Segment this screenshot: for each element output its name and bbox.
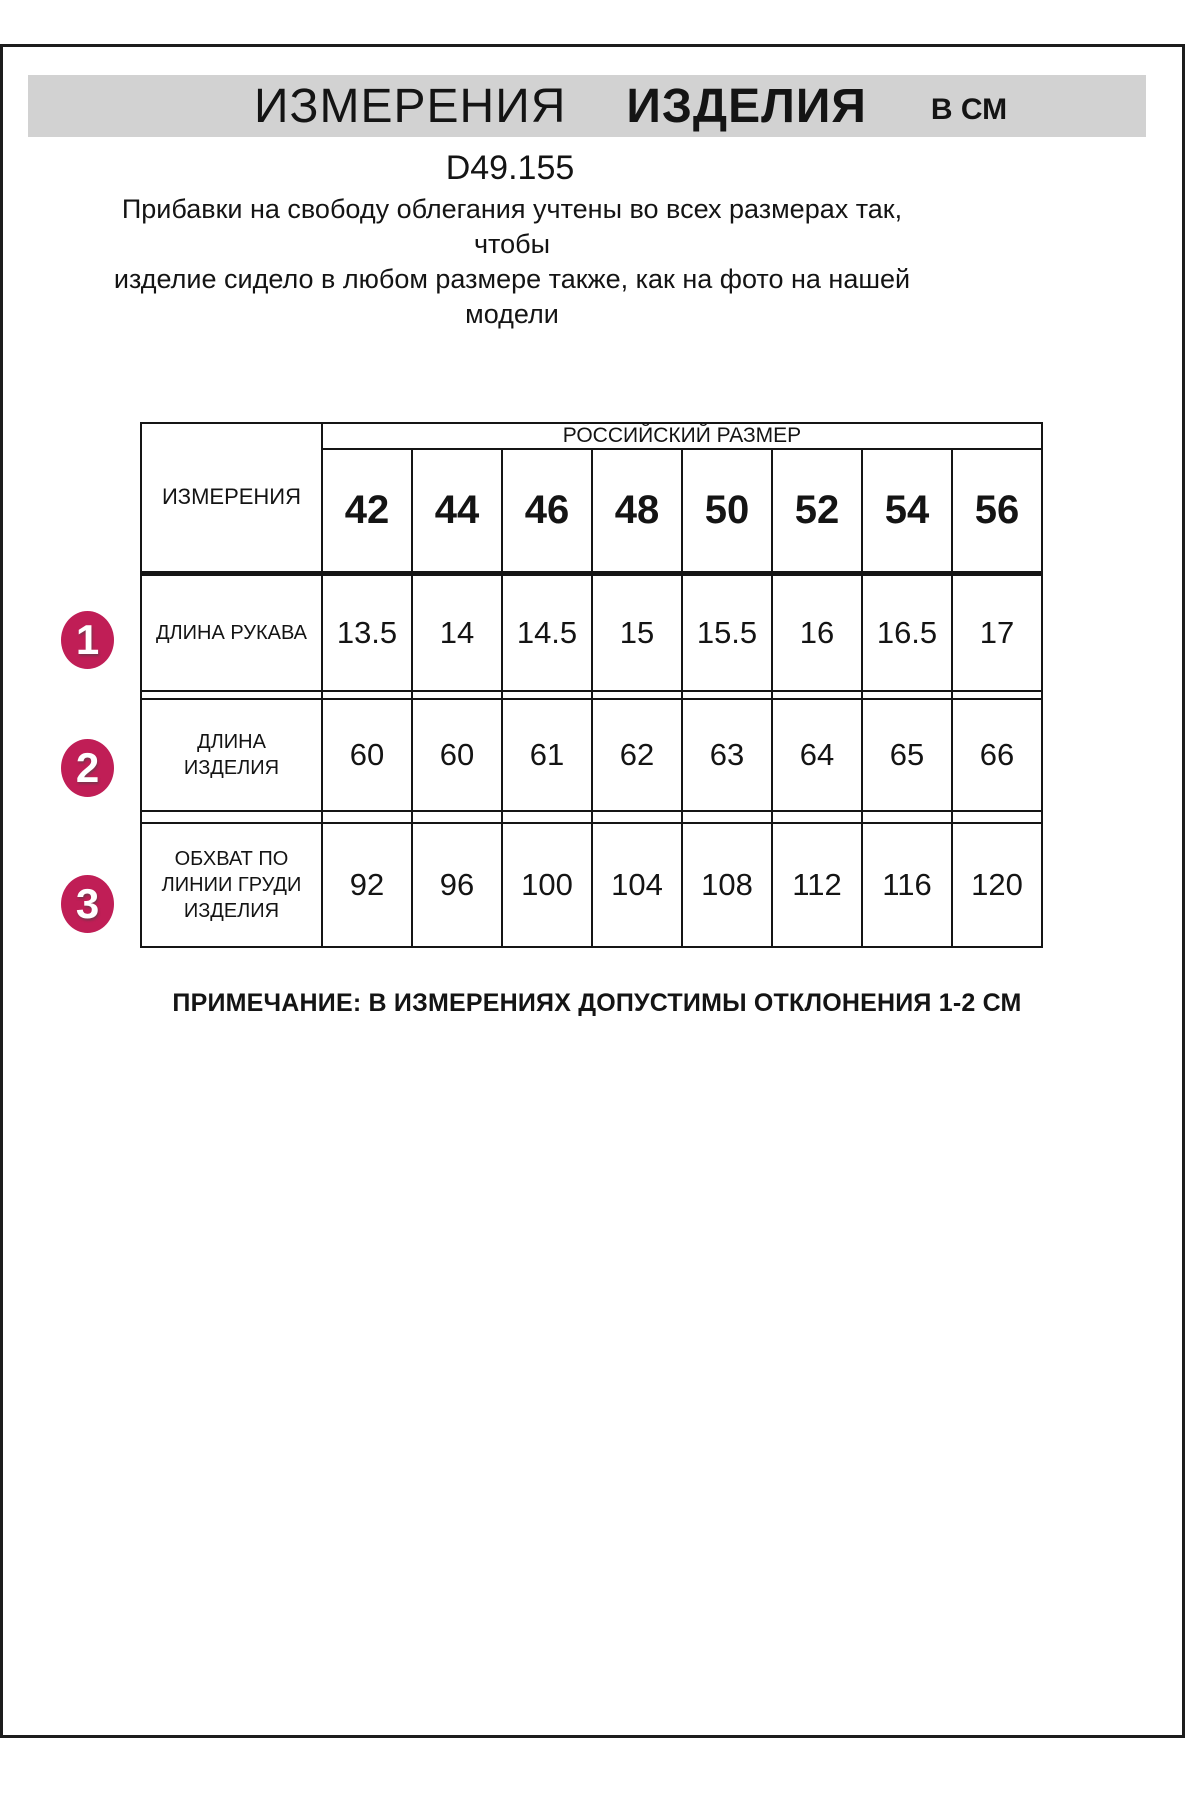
title-banner [28,75,1146,137]
size-column-header: 50 [682,449,772,573]
row-gap-cell [322,691,412,699]
table-cell: 14 [412,573,502,691]
row-gap-cell [772,691,862,699]
fit-description-line-1: Прибавки на свободу облегания учтены во всех размерах так, чтобы [121,194,903,259]
row-label: ДЛИНА РУКАВА [141,573,322,691]
row-label: ДЛИНА ИЗДЕЛИЯ [141,699,322,811]
size-column-header: 42 [322,449,412,573]
banner-title-measurements: ИЗМЕРЕНИЯ [254,79,567,133]
row-gap-cell [412,691,502,699]
table-row-sleeve-length [141,573,1042,691]
measurement-marker-3-icon: 3 [61,875,114,933]
row-gap-cell [592,691,682,699]
row-gap-cell [141,691,322,699]
table-cell: 15.5 [682,573,772,691]
fit-description [98,192,926,332]
table-cell: 14.5 [502,573,592,691]
row-gap-cell [952,691,1042,699]
table-cell: 96 [412,823,502,947]
table-cell: 16 [772,573,862,691]
table-group-header-row [141,423,1042,449]
size-column-header: 54 [862,449,952,573]
table-cell: 120 [952,823,1042,947]
table-cell: 62 [592,699,682,811]
row-gap-cell [502,691,592,699]
row-gap-cell [592,811,682,823]
row-gap-cell [141,811,322,823]
row-gap-cell [862,811,952,823]
table-cell: 63 [682,699,772,811]
table-cell: 64 [772,699,862,811]
table-cell: 112 [772,823,862,947]
table-cell: 116 [862,823,952,947]
row-gap-cell [682,811,772,823]
table-cell: 100 [502,823,592,947]
table-cell: 60 [412,699,502,811]
tolerance-note: ПРИМЕЧАНИЕ: В ИЗМЕРЕНИЯХ ДОПУСТИМЫ ОТКЛОНЕНИЯ 1-2 СМ [172,989,1022,1017]
measurement-marker-2-icon: 2 [61,739,114,797]
size-table [140,422,1043,948]
table-cell: 66 [952,699,1042,811]
fit-description-line-3: модели [465,299,559,329]
size-column-header: 48 [592,449,682,573]
size-column-header: 52 [772,449,862,573]
row-gap-cell [862,691,952,699]
banner-title-product: ИЗДЕЛИЯ [626,79,867,133]
russian-size-header: РОССИЙСКИЙ РАЗМЕР [322,423,1042,449]
row-gap [141,691,1042,699]
table-row-chest-girth [141,823,1042,947]
product-code: D49.155 [445,149,575,187]
table-cell: 65 [862,699,952,811]
table-row-garment-length [141,699,1042,811]
row-gap-cell [952,811,1042,823]
measurement-marker-1-icon: 1 [61,611,114,669]
size-column-header: 46 [502,449,592,573]
table-cell: 16.5 [862,573,952,691]
size-column-header: 44 [412,449,502,573]
row-label: ОБХВАТ ПО ЛИНИИ ГРУДИ ИЗДЕЛИЯ [141,823,322,947]
table-corner-label: ИЗМЕРЕНИЯ [141,423,322,573]
row-gap-cell [322,811,412,823]
row-gap-cell [412,811,502,823]
table-cell: 17 [952,573,1042,691]
table-cell: 13.5 [322,573,412,691]
row-gap-cell [772,811,862,823]
table-cell: 92 [322,823,412,947]
banner-unit-label: В СМ [930,93,1008,126]
table-cell: 15 [592,573,682,691]
table-cell: 108 [682,823,772,947]
table-cell: 61 [502,699,592,811]
size-column-header: 56 [952,449,1042,573]
table-cell: 60 [322,699,412,811]
row-gap-cell [502,811,592,823]
table-cell: 104 [592,823,682,947]
row-gap-cell [682,691,772,699]
fit-description-line-2: изделие сидело в любом размере также, как на фото на нашей [113,264,911,294]
row-gap [141,811,1042,823]
